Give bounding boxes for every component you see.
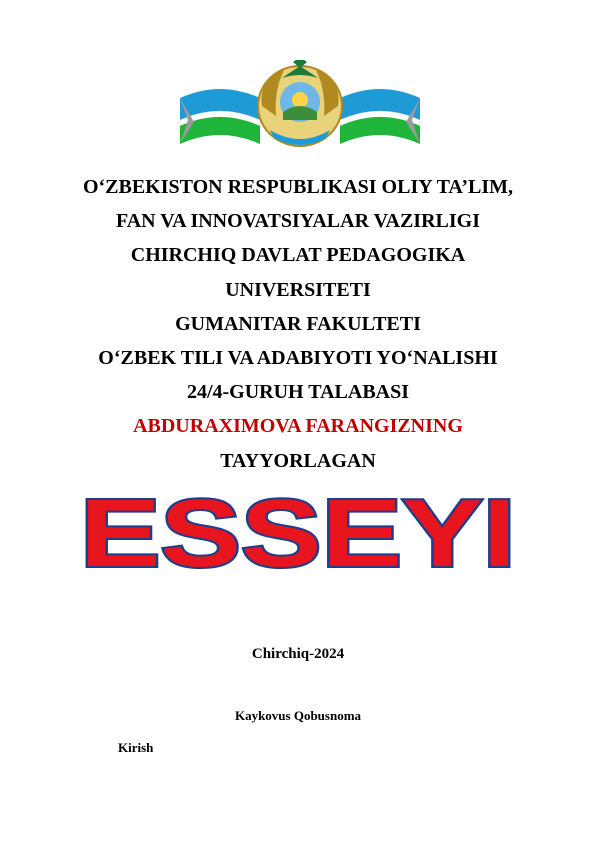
student-name: ABDURAXIMOVA FARANGIZNING bbox=[133, 415, 463, 438]
group-line: 24/4-GURUH TALABASI bbox=[186, 381, 410, 404]
intro-heading: Kirish bbox=[118, 740, 154, 755]
ministry-line-2: FAN VA INNOVATSIYALAR VAZIRLIGI bbox=[115, 210, 480, 233]
state-emblem-icon bbox=[150, 60, 450, 150]
city-year: Chirchiq-2024 bbox=[251, 646, 345, 662]
university-line-1: CHIRCHIQ DAVLAT PEDAGOGIKA bbox=[130, 244, 466, 267]
university-line-2: UNIVERSITETI bbox=[225, 278, 371, 301]
ministry-line-1: O‘ZBEKISTON RESPUBLIKASI OLIY TA’LIM, bbox=[82, 176, 514, 198]
faculty-line: GUMANITAR FAKULTETI bbox=[175, 312, 421, 335]
essay-title-art bbox=[0, 482, 596, 582]
essay-title: ESSEYI bbox=[80, 482, 516, 582]
title-block bbox=[0, 170, 596, 478]
essay-subject: Kaykovus Qobusnoma bbox=[234, 708, 362, 723]
prepared-line: TAYYORLAGAN bbox=[220, 449, 376, 472]
program-line: O‘ZBEK TILI VA ADABIYOTI YO‘NALISHI bbox=[98, 347, 498, 370]
